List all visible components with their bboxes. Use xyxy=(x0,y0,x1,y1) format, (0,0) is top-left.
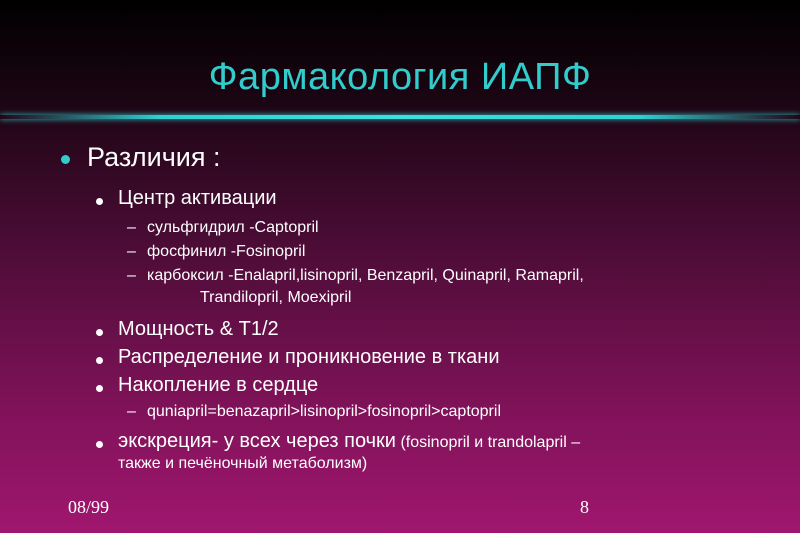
item-distribution: Распределение и проникновение в ткани xyxy=(118,346,500,368)
sub-item-fosinopril: фосфинил -Fosinopril xyxy=(147,243,306,260)
item-accumulation: Накопление в сердце xyxy=(118,374,319,396)
excretion-note-text: (fosinopril и trandolapril – xyxy=(400,434,581,451)
heading-differences: Различия : xyxy=(87,142,221,172)
sub-item-carboxyl-line2: Trandilopril, Moexipril xyxy=(200,289,352,306)
dash-icon: – xyxy=(127,243,136,260)
bullet-icon xyxy=(96,357,103,364)
item-excretion-line2: также и печёночный метаболизм) xyxy=(118,455,368,472)
item-excretion-line1 xyxy=(118,430,580,453)
item-power: Мощность & Т1/2 xyxy=(118,318,279,340)
item-activation-center: Центр активации xyxy=(118,187,277,209)
bullet-icon xyxy=(96,441,103,448)
dash-icon: – xyxy=(127,403,136,420)
title-divider xyxy=(0,115,800,119)
excretion-main-text: экскреция- у всех через почки xyxy=(118,430,396,452)
sub-item-captopril: сульфгидрил -Captopril xyxy=(147,219,319,236)
bullet-icon xyxy=(96,329,103,336)
sub-item-potency-order: quniapril=benazapril>lisinopril>fosinopril>captopril xyxy=(147,403,501,420)
bullet-icon xyxy=(96,198,103,205)
bullet-icon xyxy=(96,385,103,392)
footer-date: 08/99 xyxy=(68,497,110,517)
slide-number: 8 xyxy=(580,497,589,517)
slide-title: Фармакология ИАПФ xyxy=(208,56,592,98)
bullet-icon xyxy=(61,155,70,164)
dash-icon: – xyxy=(127,267,136,284)
dash-icon: – xyxy=(127,219,136,236)
sub-item-carboxyl-line1: карбоксил -Enalapril,lisinopril, Benzapril, Quinapril, Ramapril, xyxy=(147,267,584,284)
